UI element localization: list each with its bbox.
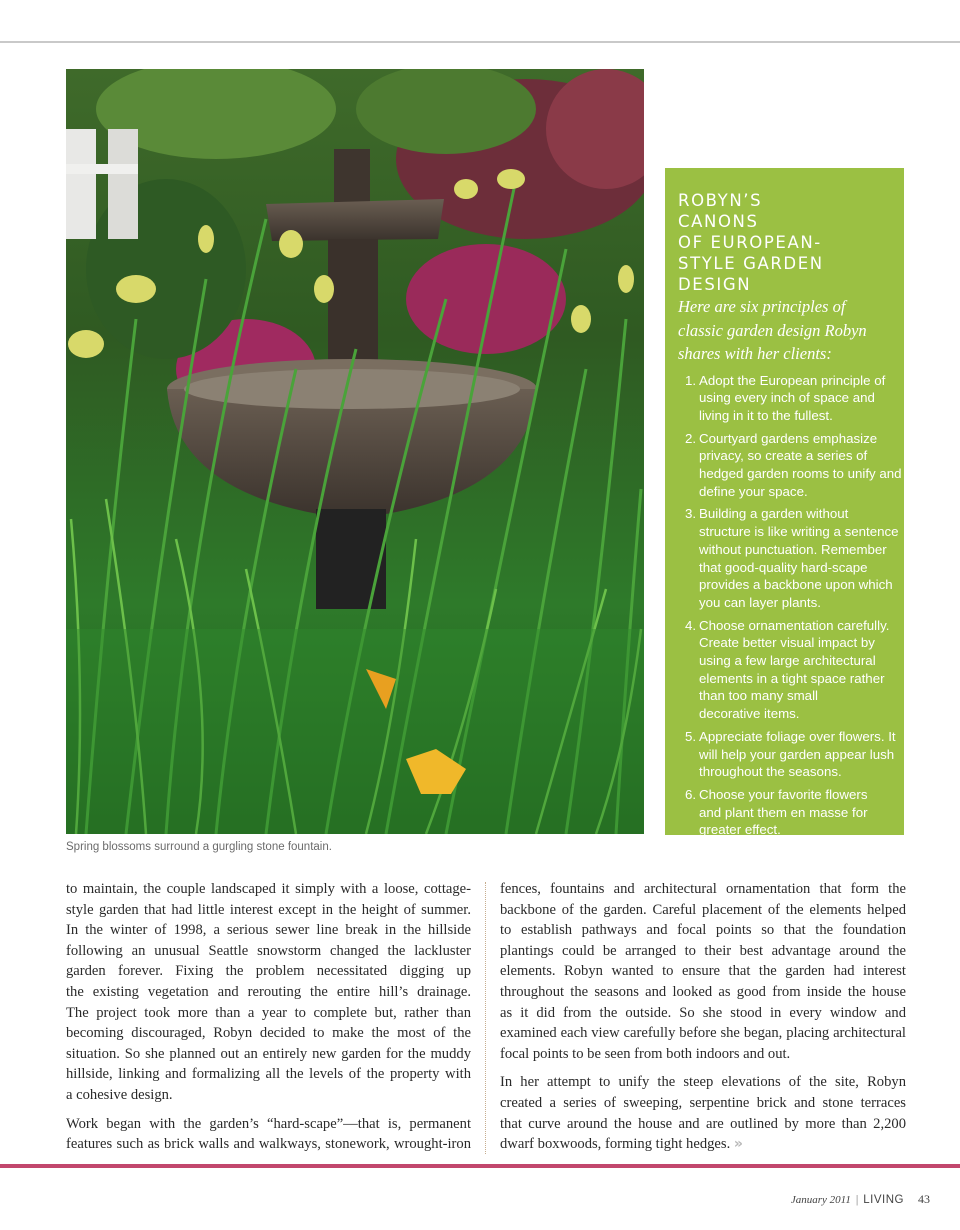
article-column-right [500, 879, 906, 1163]
principle-text-line: Choose your favorite flowers [699, 786, 868, 802]
principle-text-line: greater effect. [699, 822, 781, 838]
principle-text-line: privacy, so create a series of [699, 448, 868, 464]
article-line: the existing vegetation and rerouting the entire hill’s drainage. [66, 983, 471, 1000]
issue-date: January 2011 [790, 1194, 851, 1206]
principle-text-line: throughout the seasons. [699, 764, 842, 780]
article-line: following an unusual Seattle snowstorm changed the lackluster [66, 942, 471, 959]
principle-number: 6. [685, 786, 697, 802]
principle-text-line: elements in a tight space rather [699, 670, 885, 686]
principle-text-line: using every inch of space and [699, 390, 875, 406]
principle-number: 5. [685, 728, 697, 744]
principle-text-line: you can layer plants. [699, 594, 821, 610]
article-line: becoming discouraged, Robyn decided to make the most of the [66, 1025, 471, 1042]
article-paragraph [500, 1072, 906, 1154]
principle-text-line: without punctuation. Remember [699, 541, 887, 557]
sidebar-title-line: DESIGN [678, 275, 752, 294]
principle-text-line: than too many small [699, 688, 818, 704]
photo-caption: Spring blossoms surround a gurgling stone fountain. [66, 841, 332, 853]
article-line: backbone of the garden. Careful placement of the elements helped [500, 901, 906, 918]
article-line: throughout the seasons and looked as good from inside the house [500, 983, 906, 1000]
canons-sidebar [665, 168, 904, 838]
article-line: The project took more than a year to complete but, rather than [66, 1004, 471, 1021]
principle-text-line: Appreciate foliage over flowers. It [699, 728, 896, 744]
principle-text-line: structure is like writing a sentence [699, 524, 899, 540]
article-line: focal points to be seen from both indoors and out. [500, 1045, 791, 1062]
article-line [500, 1134, 906, 1155]
article-line: to maintain, the couple landscaped it simply with a loose, cottage- [66, 881, 471, 897]
article-paragraph [500, 879, 906, 1064]
article-line: examined each view carefully before she began, placing architectural [500, 1025, 906, 1042]
principle-text-line: using a few large architectural [699, 653, 876, 669]
principle-item [678, 786, 892, 839]
article-paragraph [66, 879, 471, 1106]
principle-number: 2. [685, 430, 697, 446]
sidebar-title-line: CANONS [678, 212, 759, 231]
article-line: In her attempt to unify the steep elevations of the site, Robyn [500, 1074, 906, 1091]
sidebar-intro-line: Here are six principles of [678, 297, 846, 316]
sidebar-intro-line: shares with her clients: [678, 344, 832, 363]
fountain-photo [66, 69, 644, 834]
principle-text-line: Building a garden without [699, 506, 849, 522]
article-line: to establish pathways and focal points so that the foundation [500, 922, 906, 939]
article-line: Work began with the garden’s “hard-scape”—that is, permanent [66, 1115, 471, 1132]
article-paragraph [66, 1114, 471, 1155]
article-line: situation. So she planned out an entirely new garden for the muddy [66, 1045, 471, 1062]
sidebar-intro [678, 295, 892, 366]
principle-item [678, 617, 892, 723]
folio-separator: | [855, 1192, 859, 1206]
principle-item [678, 372, 892, 425]
article-line: In the winter of 1998, a serious sewer line break in the hillside [66, 922, 471, 939]
article-line: plantings could be arranged to their best advantage around the [500, 942, 906, 959]
story-end-mark-icon: » [733, 1136, 740, 1153]
article-line: garden forever. Fixing the problem necessitated digging up [66, 963, 471, 980]
principle-item [678, 728, 896, 781]
sidebar-title-line: OF EUROPEAN- [678, 233, 822, 252]
sidebar-title-line: STYLE GARDEN [678, 254, 824, 273]
article-line: style garden that had little interest except in the height of summer. [66, 901, 471, 918]
principle-text-line: provides a backbone upon which [699, 577, 893, 593]
principle-text-line: Adopt the European principle of [699, 372, 886, 388]
article-line-text: dwarf boxwoods, forming tight hedges. [500, 1136, 731, 1153]
article-line: elements. Robyn wanted to ensure that the garden had interest [500, 963, 906, 980]
principle-number: 4. [685, 617, 697, 633]
article-line: created a series of sweeping, serpentine brick and stone terraces [500, 1094, 906, 1111]
principle-text-line: hedged garden rooms to unify and [699, 466, 902, 482]
principle-text-line: will help your garden appear lush [699, 746, 895, 762]
article-line: features such as brick walls and walkways, stonework, wrought-iron [66, 1136, 471, 1153]
sidebar-intro-line: classic garden design Robyn [678, 320, 867, 340]
principle-item [678, 505, 899, 611]
article-line: that curve around the house and are outlined by more than 2,200 [500, 1115, 906, 1132]
principle-text-line: that good-quality hard-scape [699, 559, 868, 575]
principle-item [678, 430, 902, 501]
page-number: 43 [918, 1192, 930, 1206]
principle-text-line: living in it to the fullest. [699, 407, 833, 423]
column-divider [485, 882, 486, 1154]
article-line: hillside, linking and formalizing all the levels of the property with [66, 1066, 471, 1083]
principle-text-line: Create better visual impact by [699, 635, 875, 651]
article-line: a cohesive design. [66, 1086, 173, 1103]
article-column-left [66, 879, 471, 1163]
principle-text-line: decorative items. [699, 706, 800, 722]
page-folio [791, 1192, 930, 1207]
section-name: LIVING [863, 1194, 904, 1206]
sidebar-title [678, 190, 892, 295]
principle-text-line: and plant them en masse for [699, 804, 868, 820]
principle-number: 3. [685, 506, 697, 522]
principle-text-line: define your space. [699, 483, 808, 499]
principles-list [678, 372, 902, 840]
article-line: as it did from the outside. So she stood in every window and [500, 1004, 906, 1021]
principle-text-line: Choose ornamentation carefully. [699, 617, 890, 633]
bottom-rule [0, 1164, 960, 1168]
top-rule [0, 41, 960, 43]
principle-text-line: Courtyard gardens emphasize [699, 430, 878, 446]
sidebar-title-line: ROBYN’S [678, 191, 763, 210]
principle-number: 1. [685, 372, 697, 388]
article-line: fences, fountains and architectural ornamentation that form the [500, 881, 906, 897]
